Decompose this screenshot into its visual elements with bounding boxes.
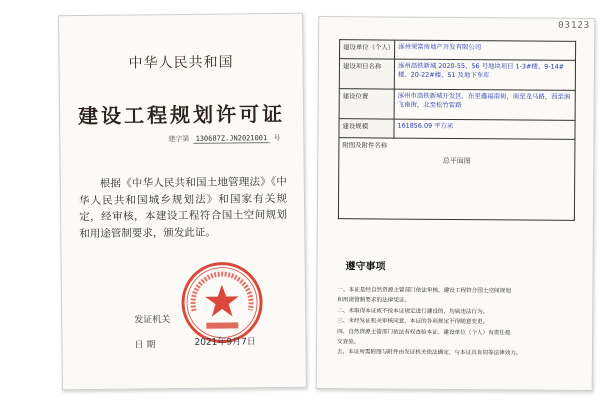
country-name: 中华人民共和国 [128,54,234,72]
permit-detail-page [316,16,596,391]
list-item: 五、本证所需附图与附件由发证机关依法确定，与本证具有同等法律效力。 [336,349,522,357]
table-label: 建设规模 [339,119,394,138]
issuer-label: 发证机关 [134,315,171,326]
serial-number: 03123 [558,20,591,31]
list-item: 交查验。 [337,339,360,346]
table-value: 161856.09 平方米 [394,119,575,139]
permit-body-text: 根据《中华人民共和国土地管理法》《中华人民共和国城乡规划法》和国家有关规定，经审核，本建设工程符合国土空间规划和用途管制要求，颁发此证。 [78,175,288,240]
table-row [339,119,575,140]
attachments-value: 总平面图 [442,156,471,166]
attachments-cell [338,138,575,221]
list-item: 二、未取得本证或不按本证规定进行建设的，均属违法行为。 [337,307,489,316]
project-info-table [338,39,576,221]
notice-title: 遵守事项 [345,261,386,273]
attachments-label: 附图及附件名称 [342,141,388,150]
date-label: 日 期 [134,340,156,351]
list-item: 三、未经发证机关审核同意，本证的各项规定不得随意变更。 [337,318,489,326]
list-item: 四、自然资源主管部门依法有权查验本证，建设单位（个人）有责任提 [337,328,511,337]
table-label: 建设位置 [339,89,394,119]
table-row [338,138,575,221]
permit-number-row [168,133,280,144]
table-label: 建设项目名称 [339,59,394,89]
issue-date: 2021年9月7日 [194,337,256,348]
permit-cover-page [58,13,307,391]
table-value: 涿州荣富房地产开发有限公司 [395,40,576,60]
table-row [339,59,575,91]
list-item: 一、本证是经自然资源主管部门依法审核，建设工程符合国土空间规划 [337,287,511,295]
official-seal-icon [180,260,265,345]
permit-title: 建设工程规划许可证 [77,101,286,129]
table-row [339,89,575,121]
permit-number-suffix: 号 [273,133,281,143]
table-label: 建设单位（个人） [340,40,395,59]
table-value: 涿州市高铁新城开发区，东至鑫福南街，南至龙马路，西至润飞南街，北至松竹雷路 [394,89,575,120]
table-value: 涿州高铁新城 2020-55、56 号地块项目 1-3#楼、9-14#楼、20-22#楼、S1 及地下车库 [394,59,575,90]
permit-number-prefix: 建字第 [168,134,190,144]
list-item: 和用途管制要求的法律凭证。 [337,297,411,305]
table-row [340,40,576,61]
notice-list [337,285,578,360]
permit-number: 130687Z.JN2021001 [194,134,270,144]
